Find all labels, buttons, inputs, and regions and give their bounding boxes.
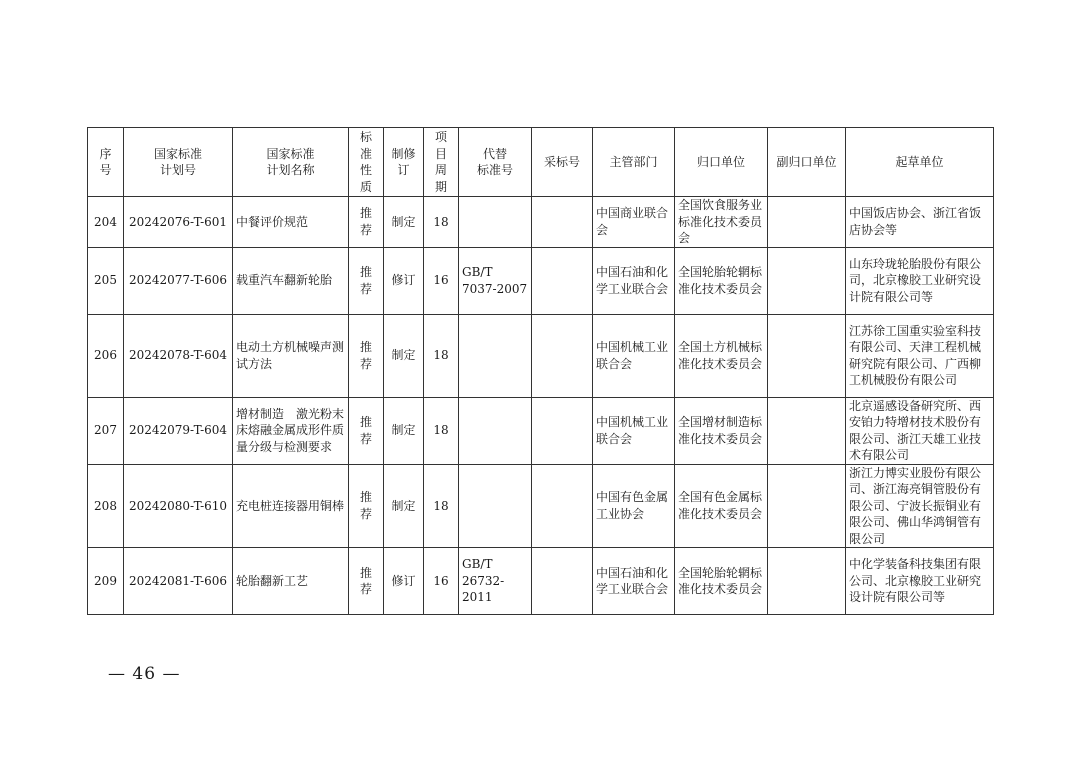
cell-seq: 209 [88, 548, 124, 615]
cell-dept: 中国机械工业联合会 [593, 314, 675, 397]
cell-plan-name: 轮胎翻新工艺 [233, 548, 349, 615]
table-row [88, 397, 994, 464]
cell-plan-no: 20242079-T-604 [124, 397, 233, 464]
table-row [88, 314, 994, 397]
cell-plan-name: 电动土方机械噪声测试方法 [233, 314, 349, 397]
cell-seq: 205 [88, 247, 124, 314]
cell-revise: 制定 [384, 197, 424, 248]
cell-nature: 推 荐 [349, 548, 384, 615]
cell-owner: 全国增材制造标准化技术委员会 [675, 397, 768, 464]
cell-cycle: 18 [424, 397, 459, 464]
cell-adopt [532, 464, 593, 548]
cell-drafter: 中化学装备科技集团有限公司、北京橡胶工业研究设计院有限公司等 [846, 548, 994, 615]
standards-plan-table [87, 127, 994, 615]
table-row [88, 548, 994, 615]
header-adopt: 采标号 [532, 128, 593, 197]
cell-nature: 推 荐 [349, 197, 384, 248]
cell-replace [459, 314, 532, 397]
cell-nature: 推 荐 [349, 397, 384, 464]
cell-seq: 207 [88, 397, 124, 464]
cell-replace: GB/T 26732-2011 [459, 548, 532, 615]
cell-revise: 制定 [384, 464, 424, 548]
cell-dept: 中国机械工业联合会 [593, 397, 675, 464]
cell-cycle: 18 [424, 464, 459, 548]
header-plan-no: 国家标准 计划号 [124, 128, 233, 197]
cell-adopt [532, 247, 593, 314]
cell-revise: 制定 [384, 314, 424, 397]
cell-nature: 推 荐 [349, 247, 384, 314]
cell-plan-no: 20242077-T-606 [124, 247, 233, 314]
table-header-row [88, 128, 994, 197]
cell-vice-owner [768, 247, 846, 314]
cell-owner: 全国轮胎轮辋标准化技术委员会 [675, 548, 768, 615]
cell-dept: 中国石油和化学工业联合会 [593, 548, 675, 615]
cell-drafter: 浙江力博实业股份有限公司、浙江海亮铜管股份有限公司、宁波长振铜业有限公司、佛山华鸿铜管有限公司 [846, 464, 994, 548]
cell-dept: 中国有色金属工业协会 [593, 464, 675, 548]
page-number: — 46 — [108, 664, 181, 684]
header-plan-name: 国家标准 计划名称 [233, 128, 349, 197]
cell-seq: 206 [88, 314, 124, 397]
cell-vice-owner [768, 197, 846, 248]
table-row [88, 197, 994, 248]
cell-drafter: 山东玲珑轮胎股份有限公司，北京橡胶工业研究设计院有限公司等 [846, 247, 994, 314]
cell-revise: 修订 [384, 247, 424, 314]
table-row [88, 247, 994, 314]
cell-replace: GB/T 7037-2007 [459, 247, 532, 314]
cell-cycle: 16 [424, 548, 459, 615]
cell-revise: 修订 [384, 548, 424, 615]
header-drafter: 起草单位 [846, 128, 994, 197]
cell-adopt [532, 314, 593, 397]
cell-revise: 制定 [384, 397, 424, 464]
header-dept: 主管部门 [593, 128, 675, 197]
cell-drafter: 江苏徐工国重实验室科技有限公司、天津工程机械研究院有限公司、广西柳工机械股份有限公司 [846, 314, 994, 397]
cell-nature: 推 荐 [349, 464, 384, 548]
cell-plan-name: 充电桩连接器用铜棒 [233, 464, 349, 548]
cell-owner: 全国有色金属标准化技术委员会 [675, 464, 768, 548]
cell-adopt [532, 548, 593, 615]
header-cycle: 项 目 周 期 [424, 128, 459, 197]
header-seq: 序 号 [88, 128, 124, 197]
cell-replace [459, 197, 532, 248]
cell-adopt [532, 397, 593, 464]
cell-plan-no: 20242080-T-610 [124, 464, 233, 548]
cell-plan-name: 增材制造 激光粉末床熔融金属成形件质量分级与检测要求 [233, 397, 349, 464]
header-vice-owner: 副归口单位 [768, 128, 846, 197]
cell-cycle: 18 [424, 197, 459, 248]
cell-owner: 全国饮食服务业标准化技术委员会 [675, 197, 768, 248]
cell-plan-name: 中餐评价规范 [233, 197, 349, 248]
cell-seq: 208 [88, 464, 124, 548]
header-owner: 归口单位 [675, 128, 768, 197]
cell-seq: 204 [88, 197, 124, 248]
cell-drafter: 中国饭店协会、浙江省饭店协会等 [846, 197, 994, 248]
cell-owner: 全国土方机械标准化技术委员会 [675, 314, 768, 397]
cell-cycle: 16 [424, 247, 459, 314]
cell-nature: 推 荐 [349, 314, 384, 397]
cell-vice-owner [768, 397, 846, 464]
cell-dept: 中国石油和化学工业联合会 [593, 247, 675, 314]
cell-plan-no: 20242081-T-606 [124, 548, 233, 615]
cell-vice-owner [768, 548, 846, 615]
cell-vice-owner [768, 314, 846, 397]
cell-dept: 中国商业联合会 [593, 197, 675, 248]
cell-adopt [532, 197, 593, 248]
cell-vice-owner [768, 464, 846, 548]
cell-replace [459, 397, 532, 464]
cell-owner: 全国轮胎轮辋标准化技术委员会 [675, 247, 768, 314]
cell-cycle: 18 [424, 314, 459, 397]
cell-plan-no: 20242078-T-604 [124, 314, 233, 397]
cell-plan-no: 20242076-T-601 [124, 197, 233, 248]
header-replace: 代替 标准号 [459, 128, 532, 197]
cell-replace [459, 464, 532, 548]
header-nature: 标 准 性 质 [349, 128, 384, 197]
table-row [88, 464, 994, 548]
cell-drafter: 北京遥感设备研究所、西安铂力特增材技术股份有限公司、浙江天雄工业技术有限公司 [846, 397, 994, 464]
cell-plan-name: 载重汽车翻新轮胎 [233, 247, 349, 314]
header-revise: 制修 订 [384, 128, 424, 197]
